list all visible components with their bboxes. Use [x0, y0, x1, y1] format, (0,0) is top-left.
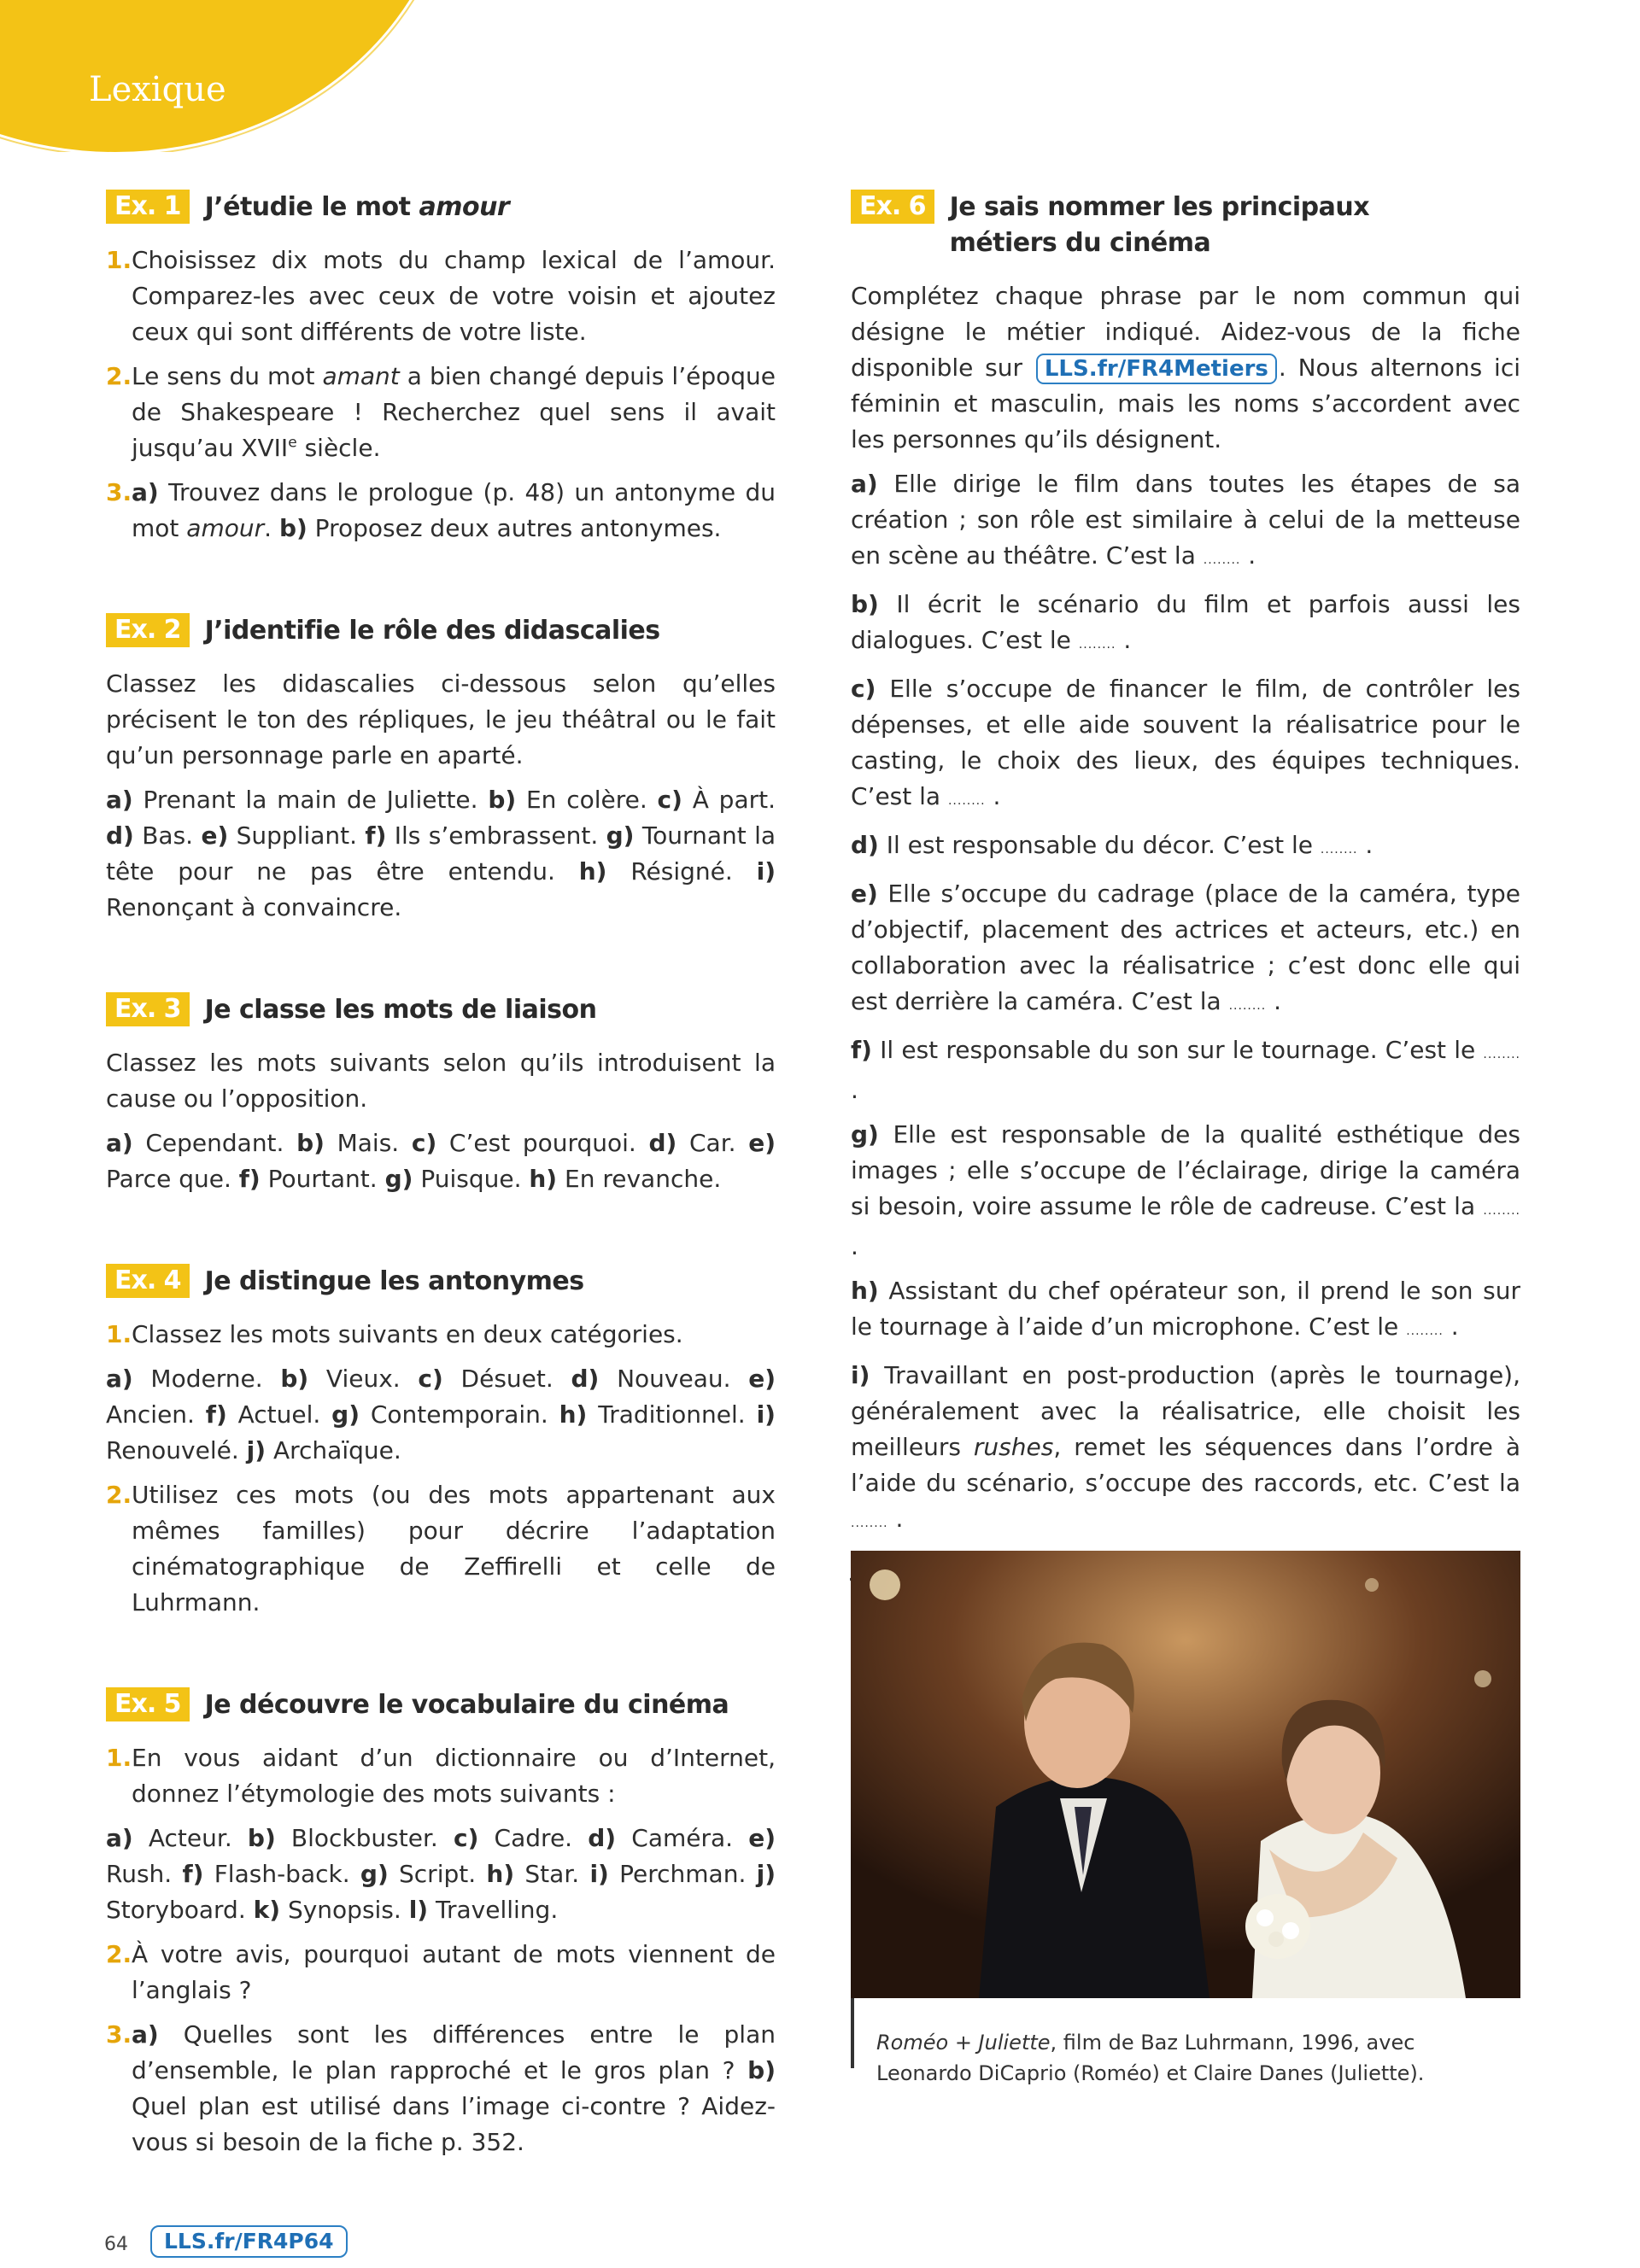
exercise-3-header	[106, 992, 776, 1028]
list-item: 2. Utilisez ces mots (ou des mots appartenant aux mêmes familles) pour décrire l’adaptation cinématographique de Zeffirelli et celle de Luhrmann.	[106, 1481, 776, 1616]
exercise-badge: Ex. 6	[851, 190, 934, 224]
film-still-illustration	[851, 1551, 1520, 1998]
exercise-badge: Ex. 2	[106, 613, 190, 647]
list-item: 3. a) Trouvez dans le prologue (p. 48) un antonyme du mot amour. b) Proposez deux autres antonymes.	[106, 478, 776, 542]
exercise-title: J’étudie le mot amour	[204, 192, 510, 222]
page-number: 64	[104, 2234, 128, 2255]
light-spot	[870, 1569, 900, 1600]
list-item: 1. En vous aidant d’un dictionnaire ou d’Internet, donnez l’étymologie des mots suivants :	[106, 1744, 776, 1808]
exercise-instructions: Complétez chaque phrase par le nom commun qui désigne le métier indiqué. Aidez-vous de la fiche disponible sur LLS.fr/FR4Metiers . Nous alternons ici féminin et masculin, mais les noms s’accordent avec les personnes qu’ils désignent.	[851, 282, 1521, 453]
exercise-1	[106, 190, 776, 547]
question-a: a) Elle dirige le film dans toutes les étapes de sa création ; son rôle est similaire à celui de la metteuse en scène au théâtre. C’est la ........ .	[851, 470, 1520, 570]
exercise-badge: Ex. 5	[106, 1687, 190, 1721]
question-i: i) Travaillant en post-production (après le tournage), généralement avec la réalisatrice, elle choisit les meilleurs rushes, remet les séquences dans l’ordre à l’aide du scénario, s’occupe des raccords, etc. C’est la ........ .	[851, 1361, 1521, 1533]
fiche-link[interactable]: LLS.fr/FR4Metiers	[1036, 354, 1277, 384]
film-still-photo	[851, 1551, 1520, 1998]
exercise-6	[851, 190, 1520, 1675]
answer-list: a) Acteur. b) Blockbuster. c) Cadre. d) Caméra. e) Rush. f) Flash-back. g) Script. h) Star. i) Perchman. j) Storyboard. k) Synopsis. l) Travelling.	[106, 1824, 776, 1924]
exercise-instructions: Classez les mots suivants selon qu’ils introduisent la cause ou l’opposition.	[106, 1049, 776, 1113]
answer-list: a) Moderne. b) Vieux. c) Désuet. d) Nouveau. e) Ancien. f) Actuel. g) Contemporain. h) Traditionnel. i) Renouvelé. j) Archaïque.	[106, 1365, 776, 1464]
question-h: h) Assistant du chef opérateur son, il prend le son sur le tournage à l’aide d’un microphone. C’est le ........ .	[851, 1277, 1520, 1341]
exercise-1-header	[106, 190, 776, 225]
exercise-badge: Ex. 4	[106, 1264, 190, 1298]
exercise-title: Je sais nommer les principaux métiers du cinéma	[949, 192, 1370, 258]
list-item: 2. Le sens du mot amant a bien changé depuis l’époque de Shakespeare ! Recherchez quel sens il avait jusqu’au XVIIe siècle.	[106, 362, 776, 462]
exercise-title: Je classe les mots de liaison	[204, 995, 597, 1025]
bouquet-flower	[1256, 1909, 1274, 1926]
exercise-4-header	[106, 1264, 776, 1300]
exercise-title: J’identifie le rôle des didascalies	[204, 616, 660, 646]
question-c: c) Elle s’occupe de financer le film, de contrôler les dépenses, et elle aide souvent la réalisatrice pour le casting, le choix des lieux, des équipes techniques. C’est la ........ .	[851, 675, 1520, 810]
question-d: d) Il est responsable du décor. C’est le ........ .	[851, 831, 1374, 859]
list-item: 1. Classez les mots suivants en deux catégories.	[106, 1320, 683, 1348]
bouquet-flower	[1268, 1932, 1284, 1947]
exercise-badge: Ex. 3	[106, 992, 190, 1026]
exercise-badge: Ex. 1	[106, 190, 190, 224]
exercise-3	[106, 992, 776, 1197]
exercise-5-header	[106, 1687, 776, 1723]
answer-list: a) Prenant la main de Juliette. b) En colère. c) À part. d) Bas. e) Suppliant. f) Ils s’embrassent. g) Tournant la tête pour ne pas être entendu. h) Résigné. i) Renonçant à convaincre.	[106, 786, 776, 921]
list-item: 1. Choisissez dix mots du champ lexical de l’amour. Comparez-les avec ceux de votre voisin et ajoutez ceux qui sont différents de votre liste.	[106, 246, 776, 346]
left-column	[106, 190, 776, 2169]
light-spot	[1474, 1670, 1491, 1687]
question-e: e) Elle s’occupe du cadrage (place de la caméra, type d’objectif, placement des actrices et acteurs, etc.) en collaboration avec la réalisatrice ; c’est donc elle qui est derrière la caméra. C’est la ........ .	[851, 880, 1520, 1015]
list-item: 3. a) Quelles sont les différences entre le plan d’ensemble, le plan rapproché et le gros plan ? b) Quel plan est utilisé dans l’image ci-contre ? Aidez-vous si besoin de la fiche p. 352.	[106, 2020, 776, 2156]
list-item: 2. À votre avis, pourquoi autant de mots viennent de l’anglais ?	[106, 1940, 776, 2004]
exercise-title: Je découvre le vocabulaire du cinéma	[204, 1690, 729, 1720]
exercise-6-header	[851, 190, 1520, 261]
header-corner	[0, 0, 453, 152]
question-g: g) Elle est responsable de la qualité esthétique des images ; elle s’occupe de l’éclairage, dirige la caméra si besoin, voire assume le rôle de cadreuse. C’est la ........ .	[851, 1120, 1520, 1260]
light-spot	[1365, 1578, 1379, 1592]
exercise-5	[106, 1687, 776, 2160]
page-link[interactable]: LLS.fr/FR4P64	[150, 2225, 348, 2258]
section-title: Lexique	[89, 70, 226, 109]
exercise-2-header	[106, 613, 776, 649]
photo-caption: Roméo + Juliette, film de Baz Luhrmann, 1996, avec Leonardo DiCaprio (Roméo) et Claire Danes (Juliette).	[876, 2031, 1425, 2085]
exercise-title: Je distingue les antonymes	[204, 1266, 584, 1296]
answer-list: a) Cependant. b) Mais. c) C’est pourquoi. d) Car. e) Parce que. f) Pourtant. g) Puisque. h) En revanche.	[106, 1129, 776, 1193]
question-b: b) Il écrit le scénario du film et parfois aussi les dialogues. C’est le ........ .	[851, 590, 1520, 654]
caption-rule	[851, 1998, 854, 2068]
right-column	[851, 190, 1520, 1683]
exercise-2	[106, 613, 776, 926]
exercise-4	[106, 1264, 776, 1621]
bouquet	[1245, 1894, 1310, 1959]
question-f: f) Il est responsable du son sur le tournage. C’est le ........ .	[851, 1036, 1520, 1104]
bouquet-flower	[1282, 1922, 1299, 1939]
exercise-instructions: Classez les didascalies ci-dessous selon qu’elles précisent le ton des répliques, le jeu théâtral ou le fait qu’un personnage parle en aparté.	[106, 669, 776, 769]
header-shape	[0, 0, 453, 152]
